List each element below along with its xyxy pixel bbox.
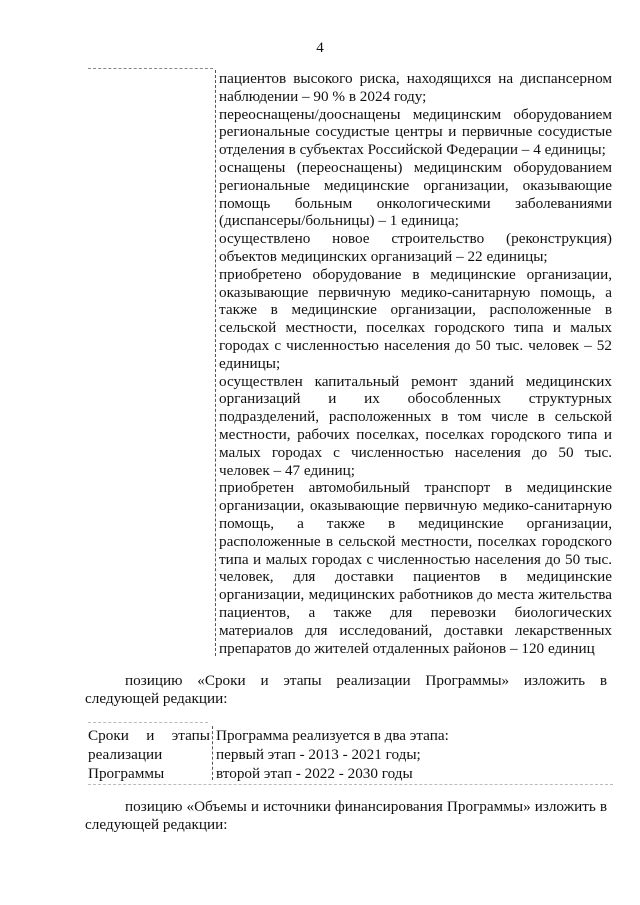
terms-stages-table <box>88 722 613 784</box>
column-divider <box>215 70 216 656</box>
instruction-paragraph-funding <box>85 798 607 834</box>
paragraph-text: позицию «Объемы и источники финансирования Программы» изложить в следующей редакции: <box>85 798 607 833</box>
result-item: пациентов высокого риска, находящихся на диспансерном наблюдении – 90 % в 2024 году; <box>219 70 612 105</box>
results-cell <box>219 70 612 657</box>
result-item: приобретено оборудование в медицинские организации, оказывающие первичную медико-санитарную помощь, а также в медицинские организации, расположенные в сельской местности, поселках городского типа и малых городах с численностью населения до 50 тыс. человек – 52 единицы; <box>219 265 612 372</box>
label-word: этапы <box>171 727 210 744</box>
page-number: 4 <box>316 40 324 56</box>
table-top-border <box>88 68 213 69</box>
result-item: осуществлен капитальный ремонт зданий медицинских организаций и их обособленных структурных подразделений, расположенных в том числе в сельской местности, рабочих поселках, поселках городского типа и малых городах с численностью населения до 50 тыс. человек – 47 единиц; <box>219 372 612 479</box>
stages-intro: Программа реализуется в два этапа: <box>216 727 449 744</box>
result-item: осуществлено новое строительство (реконструкция) объектов медицинских организаций – 22 единицы; <box>219 230 612 265</box>
paragraph-text: позицию «Сроки и этапы реализации Программы» изложить в следующей редакции: <box>85 672 607 707</box>
terms-label-cell <box>88 726 210 783</box>
instruction-paragraph-terms <box>85 672 607 708</box>
stage-two: второй этап - 2022 - 2030 годы <box>216 765 413 782</box>
table-top-border <box>88 722 208 723</box>
label-word: и <box>146 727 155 744</box>
result-item: оснащены (переоснащены) медицинским оборудованием региональные медицинские организации, оказывающие помощь больным онкологическими заболеваниями (диспансеры/больницы) – 1 единица; <box>219 158 612 230</box>
result-item: переоснащены/дооснащены медицинским оборудованием региональные сосудистые центры и первичные сосудистые отделения в субъектах Российской Федерации – 4 единицы; <box>219 105 612 159</box>
column-divider <box>212 726 213 780</box>
program-results-table <box>88 68 613 656</box>
label-line: реализации <box>88 746 163 763</box>
terms-value-cell <box>216 726 611 783</box>
stage-one: первый этап - 2013 - 2021 годы; <box>216 746 421 763</box>
label-word: Сроки <box>88 727 129 744</box>
label-line: Программы <box>88 765 165 782</box>
table-bottom-border <box>88 784 613 785</box>
result-item: приобретен автомобильный транспорт в медицинские организации, оказывающие первичную медико-санитарную помощь, а также в медицинские организации, расположенные в сельской местности, поселках городского типа и малых городах с численностью населения до 50 тыс. человек, для доставки пациентов в медицинские организации, медицинских работников до места жительства пациентов, а также для перевозки биологических материалов для исследований, доставки лекарственных препаратов до жителей отдаленных районов – 120 единиц <box>219 479 612 657</box>
